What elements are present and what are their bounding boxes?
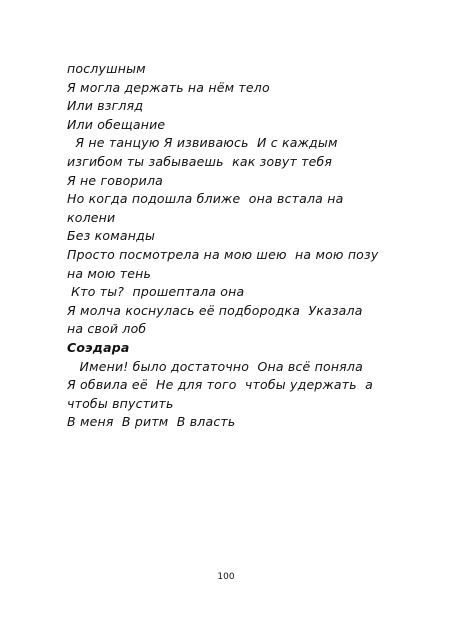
page-number: 100 (217, 572, 235, 582)
text-line: Но когда подошла ближе она встала на (67, 191, 344, 207)
text-line: на свой лоб (67, 321, 147, 337)
text-line: Или обещание (67, 116, 166, 132)
text-line: В меня В ритм В власть (67, 414, 236, 430)
text-line: послушным (67, 61, 146, 76)
text-line: чтобы впустить (67, 395, 174, 411)
body-text (67, 60, 397, 432)
section-heading: Соэдара (67, 339, 130, 355)
text-line: Кто ты? прошептала она (67, 284, 245, 300)
text-line: Я могла держать на нём тело (67, 79, 270, 95)
text-line: изгибом ты забываешь как зовут тебя (67, 153, 333, 169)
text-line: Я обвила её Не для того чтобы удержать а (67, 377, 374, 393)
text-line: Я не говорила (67, 172, 164, 188)
text-line: на мою тень (67, 265, 152, 281)
text-line: колени (67, 209, 116, 225)
text-line: Просто посмотрела на мою шею на мою позу (67, 246, 379, 262)
text-line: Имени! было достаточно Она всё поняла (67, 358, 363, 374)
text-line: Я не танцую Я извиваюсь И с каждым (67, 135, 338, 151)
text-line: Я молча коснулась её подбородка Указала (67, 302, 363, 318)
text-line: Или взгляд (67, 98, 144, 114)
text-line: Без команды (67, 228, 156, 244)
